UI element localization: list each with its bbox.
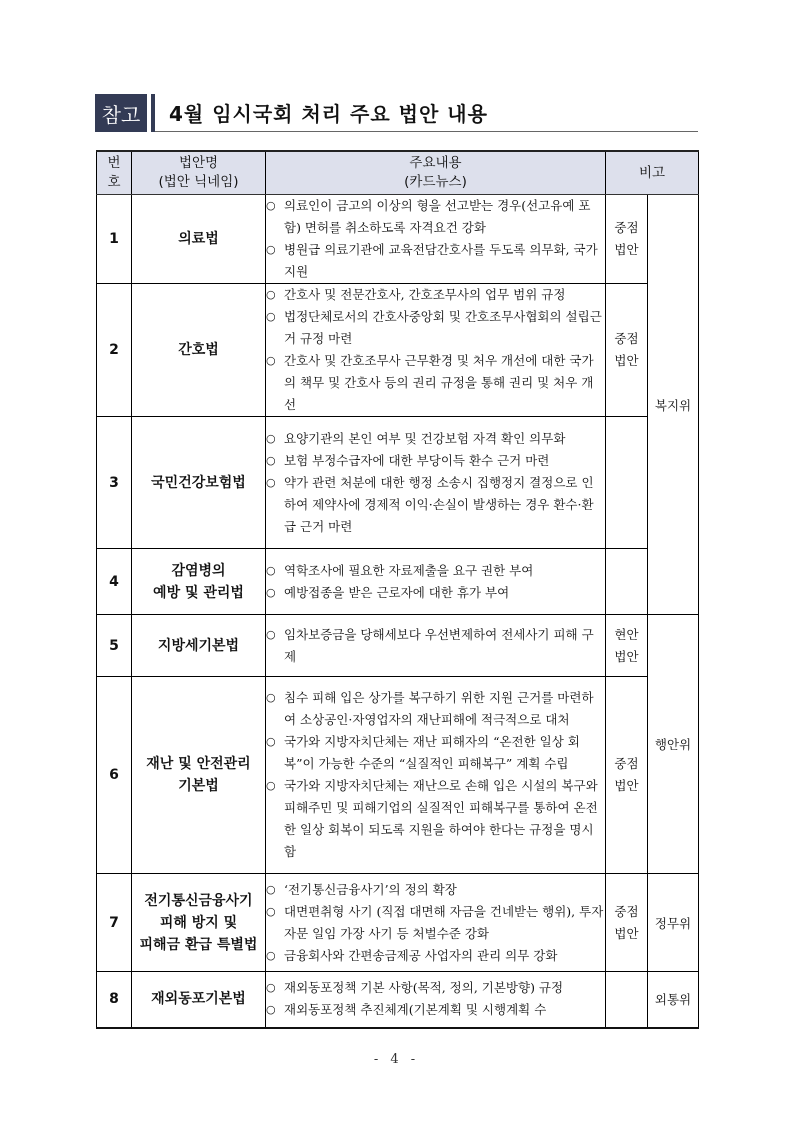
table-header-row — [97, 151, 699, 195]
bill-name: 재난 및 안전관리 기본법 — [132, 677, 266, 874]
content-item: ○ ‘전기통신금융사기’의 정의 확장 — [266, 879, 605, 901]
content-item: ○ 역학조사에 필요한 자료제출을 요구 권한 부여 — [266, 560, 605, 582]
bill-content — [266, 615, 606, 677]
bill-content — [266, 874, 606, 972]
bill-note: 중점 법안 — [606, 284, 648, 417]
row-number: 6 — [97, 677, 132, 874]
bill-note: 중점 법안 — [606, 677, 648, 874]
committee-cell: 복지위 — [648, 195, 699, 615]
bill-content — [266, 417, 606, 549]
header-remark: 비고 — [606, 151, 699, 195]
content-item: ○ 대면편취형 사기 (직접 대면해 자금을 건네받는 행위), 투자자문 일임 가장 사기 등 처벌수준 강화 — [266, 901, 605, 945]
content-item: ○ 병원급 의료기관에 교육전담간호사를 두도록 의무화, 국가지원 — [266, 239, 605, 283]
header-bill-name: 법안명 (법안 닉네임) — [132, 151, 266, 195]
bill-name: 지방세기본법 — [132, 615, 266, 677]
content-item: ○ 재외동포정책 기본 사항(목적, 정의, 기본방향) 규정 — [266, 977, 605, 999]
row-number: 3 — [97, 417, 132, 549]
bill-name: 국민건강보험법 — [132, 417, 266, 549]
committee-cell: 행안위 — [648, 615, 699, 874]
table-row — [97, 549, 699, 615]
bill-content — [266, 677, 606, 874]
content-item: ○ 예방접종을 받은 근로자에 대한 휴가 부여 — [266, 582, 605, 604]
reference-tag: 참고 — [95, 94, 147, 132]
bill-note — [606, 549, 648, 615]
table-row — [97, 417, 699, 549]
bill-content — [266, 195, 606, 284]
bill-content — [266, 284, 606, 417]
row-number: 4 — [97, 549, 132, 615]
table-row — [97, 195, 699, 284]
content-item: ○ 간호사 및 전문간호사, 간호조무사의 업무 범위 규정 — [266, 284, 605, 306]
page-number: - 4 - — [373, 1052, 420, 1067]
content-item: ○ 금융회사와 간편송금제공 사업자의 관리 의무 강화 — [266, 945, 605, 967]
header-no: 번 호 — [97, 151, 132, 195]
bills-table — [96, 150, 699, 1029]
content-item: ○ 국가와 지방자치단체는 재난으로 손해 입은 시설의 복구와 피해주민 및 피해기업의 실질적인 피해복구를 통하여 온전한 일상 회복이 되도록 지원을 하여야 한다는 규정을 명시함 — [266, 775, 605, 863]
bill-note: 중점 법안 — [606, 874, 648, 972]
header-content: 주요내용 (카드뉴스) — [266, 151, 606, 195]
bill-name: 의료법 — [132, 195, 266, 284]
bill-note: 현안 법안 — [606, 615, 648, 677]
bill-note: 중점 법안 — [606, 195, 648, 284]
bill-note — [606, 417, 648, 549]
committee-cell: 정무위 — [648, 874, 699, 972]
tag-divider — [151, 94, 155, 132]
content-item: ○ 법정단체로서의 간호사중앙회 및 간호조무사협회의 설립근거 규정 마련 — [266, 306, 605, 350]
table-row — [97, 874, 699, 972]
content-item: ○ 재외동포정책 추진체계(기본계획 및 시행계획 수 — [266, 999, 605, 1021]
table-row — [97, 284, 699, 417]
bill-name: 전기통신금융사기 피해 방지 및 피해금 환급 특별법 — [132, 874, 266, 972]
bill-content — [266, 549, 606, 615]
row-number: 7 — [97, 874, 132, 972]
table-row — [97, 677, 699, 874]
row-number: 1 — [97, 195, 132, 284]
bill-name: 감염병의 예방 및 관리법 — [132, 549, 266, 615]
committee-cell: 외통위 — [648, 972, 699, 1028]
row-number: 8 — [97, 972, 132, 1028]
content-item: ○ 임차보증금을 당해세보다 우선변제하여 전세사기 피해 구제 — [266, 624, 605, 668]
bill-name: 재외동포기본법 — [132, 972, 266, 1028]
table-row — [97, 615, 699, 677]
bill-name: 간호법 — [132, 284, 266, 417]
bill-content — [266, 972, 606, 1028]
section-header — [95, 94, 698, 132]
row-number: 2 — [97, 284, 132, 417]
table-row — [97, 972, 699, 1028]
content-item: ○ 국가와 지방자치단체는 재난 피해자의 “온전한 일상 회복”이 가능한 수준의 “실질적인 피해복구” 계획 수립 — [266, 731, 605, 775]
bill-note — [606, 972, 648, 1028]
page-title: 4월 임시국회 처리 주요 법안 내용 — [169, 102, 488, 126]
content-item: ○ 보험 부정수급자에 대한 부당이득 환수 근거 마련 — [266, 450, 605, 472]
content-item: ○ 요양기관의 본인 여부 및 건강보험 자격 확인 의무화 — [266, 428, 605, 450]
content-item: ○ 의료인이 금고의 이상의 형을 선고받는 경우(선고유예 포함) 면허를 취소하도록 자격요건 강화 — [266, 195, 605, 239]
content-item: ○ 침수 피해 입은 상가를 복구하기 위한 지원 근거를 마련하여 소상공인·자영업자의 재난피해에 적극적으로 대처 — [266, 687, 605, 731]
content-item: ○ 간호사 및 간호조무사 근무환경 및 처우 개선에 대한 국가의 책무 및 간호사 등의 권리 규정을 통해 권리 및 처우 개선 — [266, 350, 605, 416]
content-item: ○ 약가 관련 처분에 대한 행정 소송시 집행정지 결정으로 인하여 제약사에 경제적 이익·손실이 발생하는 경우 환수·환급 근거 마련 — [266, 472, 605, 538]
row-number: 5 — [97, 615, 132, 677]
title-underline — [155, 131, 698, 132]
